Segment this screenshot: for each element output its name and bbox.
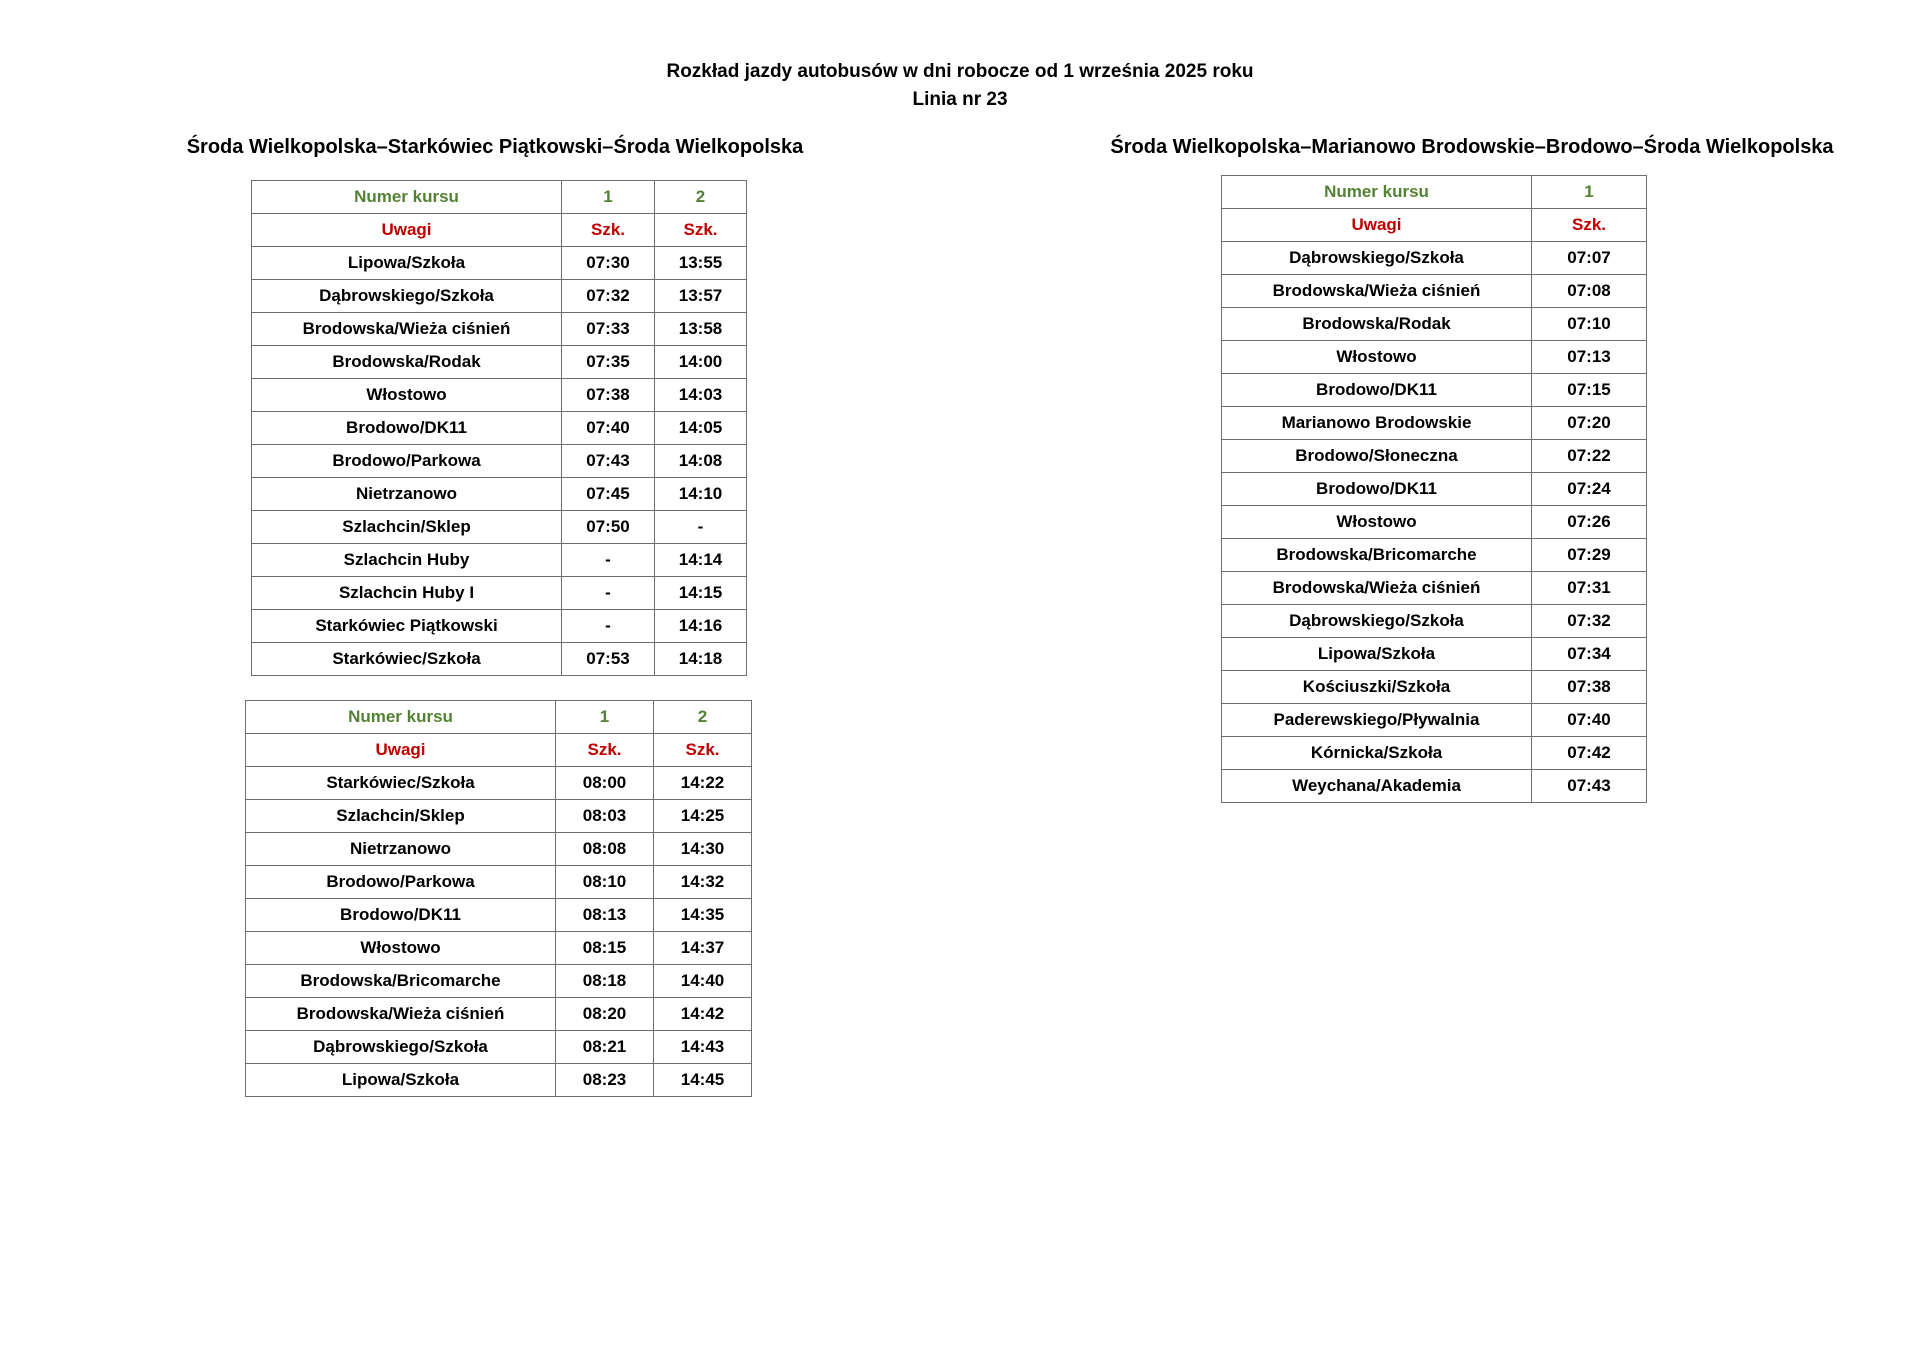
departure-time: 14:32: [654, 866, 752, 899]
kurs-number: 1: [556, 701, 654, 734]
kurs-number: 1: [562, 181, 655, 214]
kurs-number: 2: [654, 701, 752, 734]
departure-time: 13:58: [655, 313, 747, 346]
kurs-label: Numer kursu: [246, 701, 556, 734]
departure-time: 07:13: [1532, 341, 1647, 374]
stop-name: Brodowo/Parkowa: [246, 866, 556, 899]
stop-name: Lipowa/Szkoła: [252, 247, 562, 280]
table-row: [252, 445, 747, 478]
departure-time: 07:22: [1532, 440, 1647, 473]
uwagi-label: Uwagi: [246, 734, 556, 767]
departure-time: 14:37: [654, 932, 752, 965]
table-row: [246, 965, 752, 998]
departure-time: 07:38: [562, 379, 655, 412]
stop-name: Brodowska/Bricomarche: [1222, 539, 1532, 572]
stop-name: Lipowa/Szkoła: [1222, 638, 1532, 671]
stop-name: Brodowska/Wieża ciśnień: [1222, 275, 1532, 308]
table-row: [1222, 605, 1647, 638]
departure-time: 07:40: [1532, 704, 1647, 737]
departure-time: 14:45: [654, 1064, 752, 1097]
kurs-label: Numer kursu: [252, 181, 562, 214]
header-row-kurs: [1222, 176, 1647, 209]
departure-time: 14:16: [655, 610, 747, 643]
table-row: [246, 932, 752, 965]
departure-time: 07:43: [562, 445, 655, 478]
departure-time: 08:00: [556, 767, 654, 800]
page-title: [0, 58, 1920, 114]
title-line-1: Rozkład jazdy autobusów w dni robocze od 1 września 2025 roku: [666, 61, 1254, 82]
header-row-kurs: [246, 701, 752, 734]
stop-name: Włostowo: [1222, 506, 1532, 539]
table-row: [1222, 572, 1647, 605]
departure-time: 07:20: [1532, 407, 1647, 440]
header-row-kurs: [252, 181, 747, 214]
departure-time: 07:32: [1532, 605, 1647, 638]
stop-name: Szlachcin Huby I: [252, 577, 562, 610]
table-row: [1222, 407, 1647, 440]
table-row: [246, 833, 752, 866]
departure-time: 14:22: [654, 767, 752, 800]
departure-time: -: [562, 577, 655, 610]
stop-name: Dąbrowskiego/Szkoła: [1222, 242, 1532, 275]
header-row-uwagi: [1222, 209, 1647, 242]
table-row: [252, 247, 747, 280]
table-row: [252, 346, 747, 379]
table-row: [1222, 704, 1647, 737]
departure-time: -: [562, 610, 655, 643]
departure-time: 14:35: [654, 899, 752, 932]
departure-time: 14:03: [655, 379, 747, 412]
stop-name: Szlachcin/Sklep: [252, 511, 562, 544]
departure-time: 07:07: [1532, 242, 1647, 275]
departure-time: 07:35: [562, 346, 655, 379]
departure-time: 14:40: [654, 965, 752, 998]
departure-time: 07:08: [1532, 275, 1647, 308]
table-row: [1222, 539, 1647, 572]
departure-time: 07:42: [1532, 737, 1647, 770]
stop-name: Brodowska/Bricomarche: [246, 965, 556, 998]
kurs-number: 2: [655, 181, 747, 214]
stop-name: Włostowo: [1222, 341, 1532, 374]
departure-time: 07:43: [1532, 770, 1647, 803]
stop-name: Marianowo Brodowskie: [1222, 407, 1532, 440]
departure-time: 13:55: [655, 247, 747, 280]
departure-time: 13:57: [655, 280, 747, 313]
table-row: [1222, 671, 1647, 704]
table-row: [252, 577, 747, 610]
stop-name: Włostowo: [252, 379, 562, 412]
table-row: [246, 998, 752, 1031]
table-row: [246, 866, 752, 899]
departure-time: 07:10: [1532, 308, 1647, 341]
departure-time: 14:08: [655, 445, 747, 478]
departure-time: 14:14: [655, 544, 747, 577]
uwagi-value: Szk.: [655, 214, 747, 247]
departure-time: 14:05: [655, 412, 747, 445]
table-row: [1222, 242, 1647, 275]
stop-name: Weychana/Akademia: [1222, 770, 1532, 803]
stop-name: Brodowo/Słoneczna: [1222, 440, 1532, 473]
table-row: [1222, 440, 1647, 473]
table-row: [1222, 374, 1647, 407]
timetable-route-a-outbound: [251, 180, 747, 676]
departure-time: 07:32: [562, 280, 655, 313]
departure-time: 08:23: [556, 1064, 654, 1097]
table-row: [246, 800, 752, 833]
table-row: [252, 280, 747, 313]
table-row: [252, 643, 747, 676]
stop-name: Szlachcin/Sklep: [246, 800, 556, 833]
timetable-route-b-outbound: [1221, 175, 1647, 803]
departure-time: 08:08: [556, 833, 654, 866]
table-row: [252, 412, 747, 445]
table-row: [1222, 275, 1647, 308]
stop-name: Brodowo/DK11: [1222, 374, 1532, 407]
stop-name: Starkówiec Piątkowski: [252, 610, 562, 643]
departure-time: 08:03: [556, 800, 654, 833]
departure-time: 14:30: [654, 833, 752, 866]
uwagi-label: Uwagi: [252, 214, 562, 247]
stop-name: Brodowo/DK11: [252, 412, 562, 445]
stop-name: Paderewskiego/Pływalnia: [1222, 704, 1532, 737]
departure-time: 07:33: [562, 313, 655, 346]
departure-time: 07:29: [1532, 539, 1647, 572]
departure-time: 07:53: [562, 643, 655, 676]
stop-name: Dąbrowskiego/Szkoła: [1222, 605, 1532, 638]
departure-time: 08:10: [556, 866, 654, 899]
route-a-title: Środa Wielkopolska–Starkówiec Piątkowski–Środa Wielkopolska: [186, 136, 804, 158]
departure-time: 08:20: [556, 998, 654, 1031]
table-row: [1222, 506, 1647, 539]
departure-time: 14:18: [655, 643, 747, 676]
departure-time: 14:25: [654, 800, 752, 833]
table-row: [246, 899, 752, 932]
table-row: [246, 767, 752, 800]
departure-time: -: [562, 544, 655, 577]
uwagi-value: Szk.: [1532, 209, 1647, 242]
table-row: [252, 478, 747, 511]
departure-time: 07:34: [1532, 638, 1647, 671]
stop-name: Starkówiec/Szkoła: [252, 643, 562, 676]
departure-time: 08:21: [556, 1031, 654, 1064]
stop-name: Brodowska/Rodak: [252, 346, 562, 379]
table-row: [246, 1031, 752, 1064]
stop-name: Dąbrowskiego/Szkoła: [246, 1031, 556, 1064]
stop-name: Szlachcin Huby: [252, 544, 562, 577]
stop-name: Kórnicka/Szkoła: [1222, 737, 1532, 770]
stop-name: Lipowa/Szkoła: [246, 1064, 556, 1097]
departure-time: 14:42: [654, 998, 752, 1031]
stop-name: Brodowska/Wieża ciśnień: [246, 998, 556, 1031]
stop-name: Starkówiec/Szkoła: [246, 767, 556, 800]
stop-name: Brodowska/Wieża ciśnień: [252, 313, 562, 346]
table-row: [1222, 473, 1647, 506]
departure-time: -: [655, 511, 747, 544]
stop-name: Brodowska/Wieża ciśnień: [1222, 572, 1532, 605]
uwagi-value: Szk.: [562, 214, 655, 247]
departure-time: 14:00: [655, 346, 747, 379]
stop-name: Brodowo/Parkowa: [252, 445, 562, 478]
table-row: [252, 313, 747, 346]
departure-time: 07:24: [1532, 473, 1647, 506]
departure-time: 07:26: [1532, 506, 1647, 539]
departure-time: 07:31: [1532, 572, 1647, 605]
table-row: [252, 610, 747, 643]
stop-name: Brodowo/DK11: [1222, 473, 1532, 506]
stop-name: Włostowo: [246, 932, 556, 965]
stop-name: Brodowska/Rodak: [1222, 308, 1532, 341]
departure-time: 07:38: [1532, 671, 1647, 704]
stop-name: Dąbrowskiego/Szkoła: [252, 280, 562, 313]
timetable-route-a-return: [245, 700, 752, 1097]
uwagi-value: Szk.: [654, 734, 752, 767]
stop-name: Nietrzanowo: [246, 833, 556, 866]
table-row: [252, 544, 747, 577]
table-row: [252, 379, 747, 412]
departure-time: 14:10: [655, 478, 747, 511]
table-row: [1222, 341, 1647, 374]
table-row: [1222, 770, 1647, 803]
table-row: [1222, 308, 1647, 341]
departure-time: 07:45: [562, 478, 655, 511]
stop-name: Brodowo/DK11: [246, 899, 556, 932]
stop-name: Nietrzanowo: [252, 478, 562, 511]
departure-time: 08:13: [556, 899, 654, 932]
departure-time: 14:43: [654, 1031, 752, 1064]
departure-time: 07:30: [562, 247, 655, 280]
uwagi-value: Szk.: [556, 734, 654, 767]
header-row-uwagi: [246, 734, 752, 767]
departure-time: 08:15: [556, 932, 654, 965]
uwagi-label: Uwagi: [1222, 209, 1532, 242]
table-row: [252, 511, 747, 544]
stop-name: Kościuszki/Szkoła: [1222, 671, 1532, 704]
kurs-label: Numer kursu: [1222, 176, 1532, 209]
table-row: [1222, 638, 1647, 671]
departure-time: 07:40: [562, 412, 655, 445]
kurs-number: 1: [1532, 176, 1647, 209]
title-line-2: Linia nr 23: [912, 89, 1008, 110]
route-b-title: Środa Wielkopolska–Marianowo Brodowskie–Brodowo–Środa Wielkopolska: [1110, 136, 1834, 158]
table-row: [1222, 737, 1647, 770]
departure-time: 07:50: [562, 511, 655, 544]
departure-time: 14:15: [655, 577, 747, 610]
departure-time: 07:15: [1532, 374, 1647, 407]
table-row: [246, 1064, 752, 1097]
departure-time: 08:18: [556, 965, 654, 998]
header-row-uwagi: [252, 214, 747, 247]
